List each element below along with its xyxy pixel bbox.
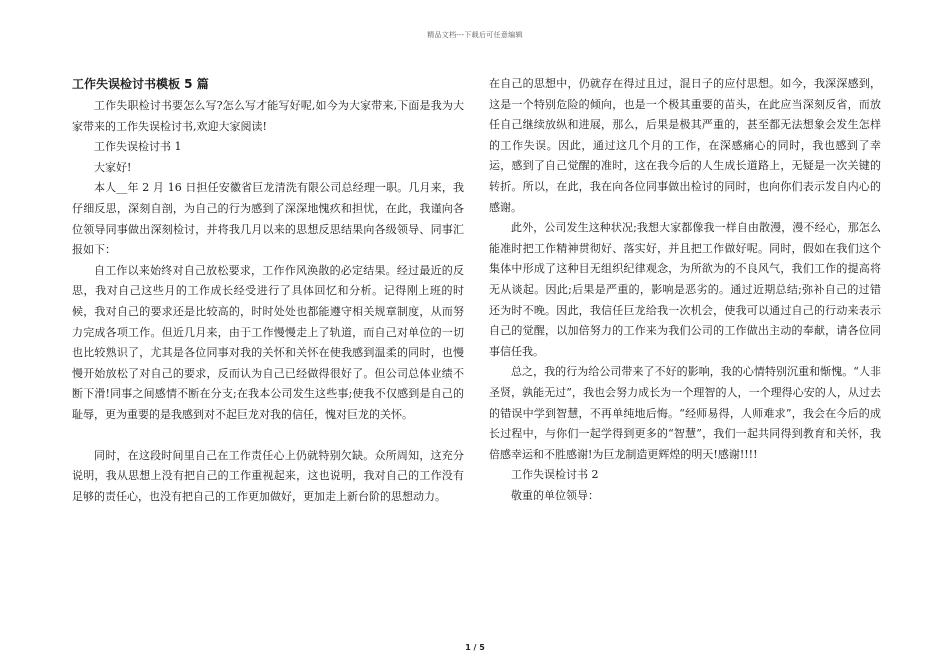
paragraph-body: 同时，在这段时间里自己在工作责任心上仍就特别欠缺。众所周知，这充分说明，我从思想上没有把自己的工作重视起来，这也说明，我对自己的工作没有足够的责任心，也没有把自己的工作更加做好，更加走上新台阶的思想动力。 xyxy=(72,448,464,503)
page-number: 1 / 5 xyxy=(465,643,485,652)
paragraph-greeting: 大家好! xyxy=(94,160,132,174)
paragraph-intro: 工作失职检讨书要怎么写?怎么写才能写好呢,如今为大家带来,下面是我为大家带来的工作失误检讨书,欢迎大家阅读! xyxy=(72,99,464,133)
paragraph-gap xyxy=(72,426,464,446)
section-heading-2: 工作失误检讨书 2 xyxy=(511,468,599,482)
left-column xyxy=(72,74,464,507)
paragraph-body: 自工作以来始终对自己放松要求，工作作风涣散的必定结果。经过最近的反思，我对自己这些月的工作成长经受进行了具体回忆和分析。记得刚上班的时候，我对自己的要求还是比较高的，时时处处也都能遵守相关规章制度，从而努力完成各项工作。但近几月来，由于工作慢慢走上了轨道，而自己对单位的一切也比较熟识了，尤其是各位同事对我的关怀和关怀在使我感到温柔的同时，也慢慢开始放松了对自己的要求，反而认为自己已经做得很好了。但公司总体业绩不断下滑!同事之间感情不断在分支;在我本公司发生这些事;使我不仅感到是自己的耻辱，更为重要的是我感到对不起巨龙对我的信任，愧对巨龙的关怀。 xyxy=(72,263,464,421)
paragraph-body: 此外，公司发生这种状况;我想大家都像我一样自由散漫，漫不经心，那怎么能准时把工作精神贯彻好、落实好，并且把工作做好呢。同时，假如在我们这个集体中形成了这种目无组织纪律观念，为所欲为的不良风气，我们工作的提高将无从谈起。因此;后果是严重的，影响是恶劣的。通过近期总结;弥补自己的过错还为时不晚。因此，我信任巨龙给我一次机会，使我可以通过自己的行动来表示自己的觉醒，以加倍努力的工作来为我们公司的工作做出主动的奉献，请各位同事信任我。 xyxy=(489,221,881,358)
paragraph-salutation: 敬重的单位领导： xyxy=(511,488,599,502)
paragraph-continued: 在自己的思想中，仍就存在得过且过，混日子的应付思想。如今，我深深感到，这是一个特别危险的倾向，也是一个极其重要的苗头，在此应当深刻反省，而放任自己继续放纵和进展，那么，后果是极其严重的，甚至都无法想象会发生怎样的工作失误。因此，通过这几个月的工作，在深感痛心的同时，我也感到了幸运，感到了自己觉醒的准时，这在我今后的人生成长道路上，无疑是一次关键的转折。所以，在此，我在向各位同事做出检讨的同时，也向你们表示发自内心的感谢。 xyxy=(489,77,881,214)
right-column xyxy=(489,74,881,506)
page-header: 精品文档---下载后可任意编辑 xyxy=(427,31,523,39)
paragraph-body: 本人__年 2 月 16 日担任安徽省巨龙清洗有限公司总经理一职。几月来，我仔细反思，深刻自剖，为自己的行为感到了深深地愧疚和担忧，在此，我谨向各位领导同事做出深刻检讨，并将我几月以来的思想反思结果向各级领导、同事汇报如下： xyxy=(72,181,464,257)
document-title: 工作失误检讨书模板 5 篇 xyxy=(72,77,209,91)
paragraph-body: 总之，我的行为给公司带来了不好的影响，我的心情特别沉重和惭愧。“人非圣贤，孰能无过”，我也会努力成长为一个理智的人，一个理得心安的人，从过去的错误中学到智慧，不再单纯地后悔。“经师易得，人师难求”，我会在今后的成长过程中，与你们一起学得到更多的“智慧”，我们一起共同得到教育和关怀，我倍感幸运和不胜感谢!为巨龙制造更辉煌的明天!感谢!!!! xyxy=(489,365,881,461)
section-heading-1: 工作失误检讨书 1 xyxy=(94,140,182,154)
